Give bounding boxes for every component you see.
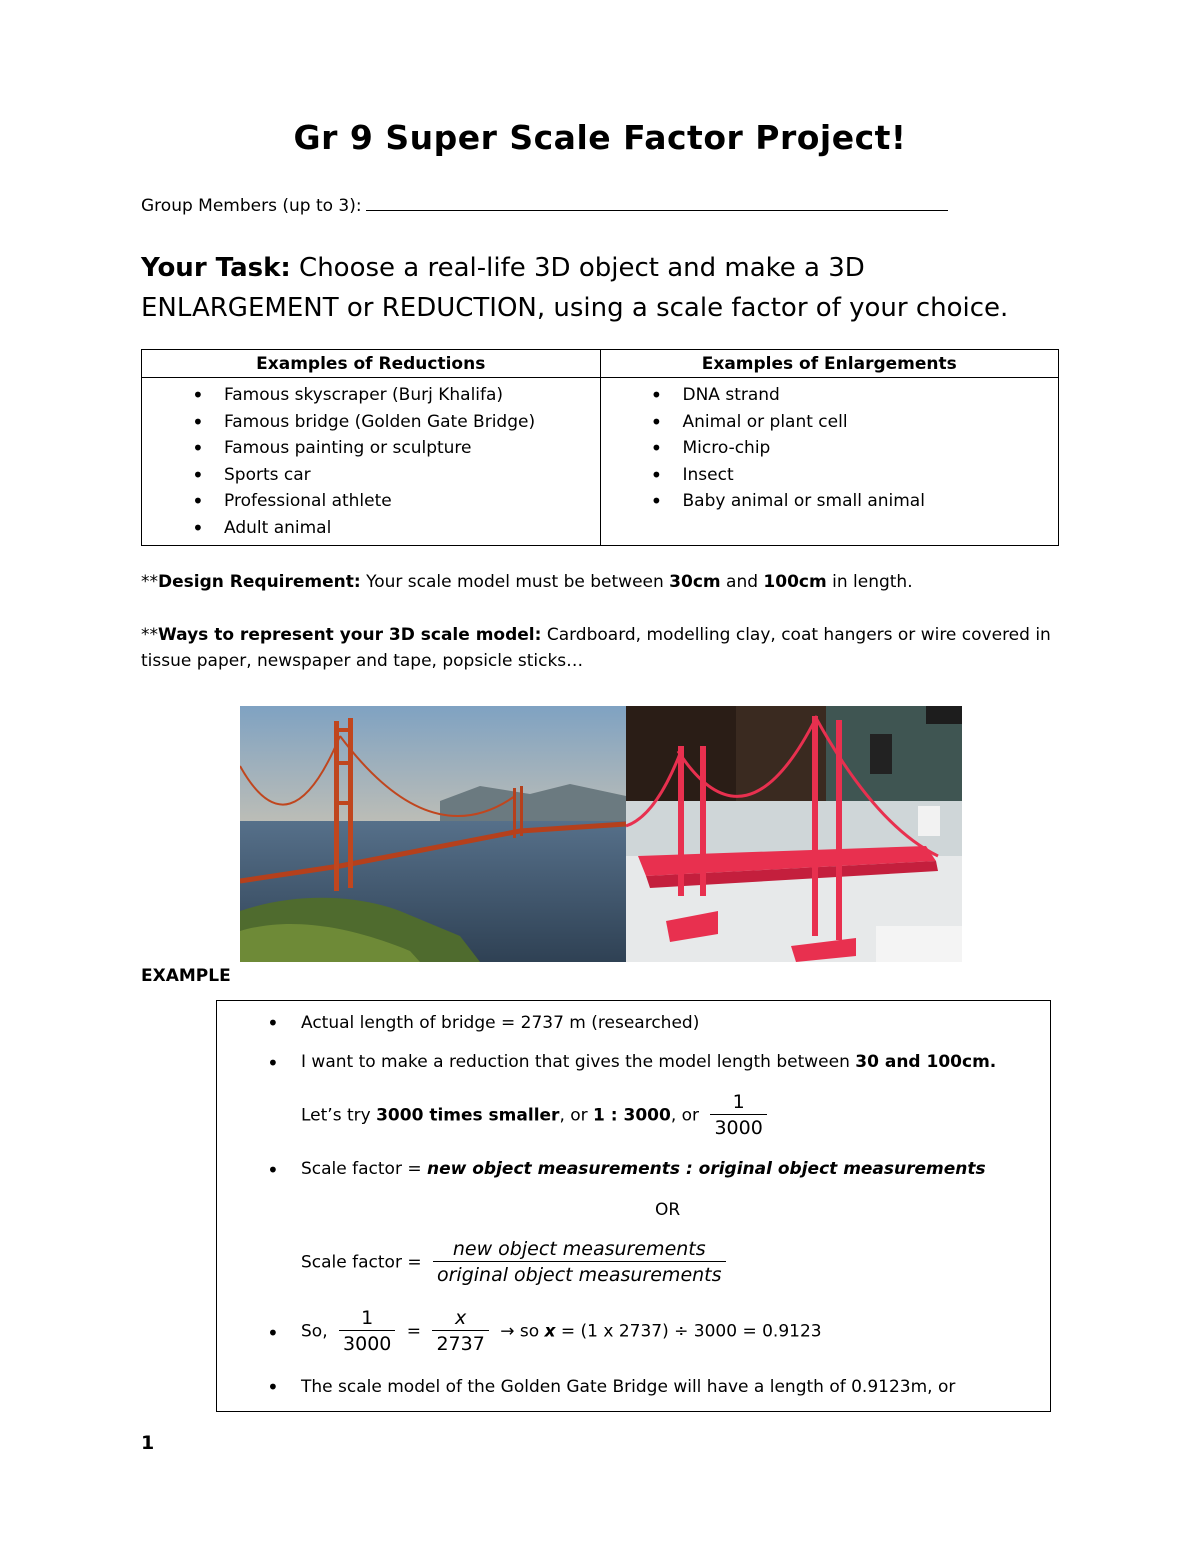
line5-a: Scale factor = — [301, 1252, 422, 1273]
line3-e: , or — [670, 1105, 700, 1126]
design-req-prefix: ** — [141, 572, 158, 592]
line3-c: , or — [559, 1105, 594, 1126]
list-item: • Animal or plant cell — [683, 409, 1059, 436]
reductions-cell — [142, 378, 601, 546]
line4-a: Scale factor = — [301, 1159, 427, 1179]
reductions-list — [142, 382, 600, 541]
line2-bold: 30 and 100cm — [855, 1052, 990, 1072]
fraction-x-over-2737 — [432, 1306, 488, 1357]
ways-to-represent — [141, 622, 1061, 674]
fraction-denominator: 3000 — [714, 1117, 763, 1139]
line2-text: I want to make a reduction that gives the model length between — [301, 1052, 856, 1072]
design-req-label: Design Requirement: — [158, 572, 361, 592]
line3-b: 3000 times smaller — [376, 1105, 560, 1126]
fraction-denominator: 2737 — [436, 1333, 485, 1355]
equals-sign: = — [406, 1321, 422, 1342]
example-label: EXAMPLE — [141, 966, 231, 986]
bullet-icon: • — [267, 1321, 279, 1345]
list-item: • Professional athlete — [224, 488, 600, 515]
fraction-1-over-3000 — [710, 1090, 766, 1141]
list-item: • Micro-chip — [683, 435, 1059, 462]
task-label: Your Task: — [141, 253, 291, 283]
bullet-icon: • — [267, 1011, 279, 1035]
list-item: • Insect — [683, 462, 1059, 489]
enlargements-header: Examples of Enlargements — [600, 350, 1059, 378]
task-text: Choose a real-life 3D object and make a 3D ENLARGEMENT or REDUCTION, using a scale factor of your choice. — [141, 253, 1009, 323]
example-line-4 — [301, 1159, 986, 1179]
list-item: • Adult animal — [224, 515, 600, 542]
line6-c: = (1 x 2737) ÷ 3000 = 0.9123 — [555, 1321, 822, 1342]
bullet-icon: • — [267, 1375, 279, 1399]
example-box — [216, 1000, 1051, 1412]
fraction-numerator: x — [432, 1306, 488, 1331]
ways-prefix: ** — [141, 625, 158, 645]
list-item: • Famous skyscraper (Burj Khalifa) — [224, 382, 600, 409]
enlargements-list — [601, 382, 1059, 515]
example-line-3 — [301, 1090, 773, 1141]
page-title: Gr 9 Super Scale Factor Project! — [293, 118, 907, 157]
design-req-text-3: in length. — [826, 572, 913, 592]
page-number: 1 — [141, 1432, 155, 1454]
list-item: • Famous painting or sculpture — [224, 435, 600, 462]
list-item: • DNA strand — [683, 382, 1059, 409]
line6-x: x — [544, 1321, 556, 1342]
model-bridge-image — [626, 706, 962, 962]
group-members-blank-line[interactable] — [366, 194, 948, 211]
enlargements-cell — [600, 378, 1059, 546]
line2-end: . — [989, 1052, 997, 1072]
fraction-numerator: new object measurements — [433, 1237, 726, 1262]
line6-a: So, — [301, 1321, 328, 1342]
or-text: OR — [655, 1200, 681, 1220]
group-members-field — [141, 194, 948, 216]
line3-d: 1 : 3000 — [593, 1105, 671, 1126]
example-line-5 — [301, 1237, 732, 1288]
list-item: • Sports car — [224, 462, 600, 489]
model-bridge-photo — [626, 706, 962, 962]
design-requirement — [141, 569, 1061, 595]
reductions-header: Examples of Reductions — [142, 350, 601, 378]
example-line-2 — [301, 1052, 996, 1072]
example-line-7: The scale model of the Golden Gate Bridge will have a length of 0.9123m, or — [301, 1377, 956, 1397]
fraction-numerator: 1 — [710, 1090, 766, 1115]
golden-gate-photo — [240, 706, 626, 962]
example-line-6 — [301, 1306, 822, 1357]
fraction-1-over-3000 — [339, 1306, 395, 1357]
line3-a: Let’s try — [301, 1105, 377, 1126]
scale-factor-fraction — [433, 1237, 726, 1288]
design-req-max: 100cm — [763, 572, 827, 592]
list-item: • Baby animal or small animal — [683, 488, 1059, 515]
design-req-text-1: Your scale model must be between — [360, 572, 670, 592]
fraction-denominator: 3000 — [343, 1333, 392, 1355]
ways-label: Ways to represent your 3D scale model: — [158, 625, 542, 645]
example-line-1: Actual length of bridge = 2737 m (researched) — [301, 1013, 700, 1033]
ways-text: Cardboard, modelling clay, coat hangers or wire covered in tissue paper, newspaper and tape, popsicle sticks… — [141, 625, 1051, 671]
bullet-icon: • — [267, 1051, 279, 1075]
list-item: • Famous bridge (Golden Gate Bridge) — [224, 409, 600, 436]
design-req-min: 30cm — [669, 572, 721, 592]
examples-table — [141, 349, 1059, 546]
group-members-label: Group Members (up to 3): — [141, 196, 362, 216]
line4-b: new object measurements : original object measurements — [427, 1159, 986, 1179]
golden-gate-bridge-image — [240, 706, 626, 962]
fraction-denominator: original object measurements — [437, 1264, 722, 1286]
task-statement — [141, 248, 1061, 328]
line6-b: → so — [500, 1321, 545, 1342]
design-req-text-2: and — [720, 572, 764, 592]
fraction-numerator: 1 — [339, 1306, 395, 1331]
bullet-icon: • — [267, 1158, 279, 1182]
